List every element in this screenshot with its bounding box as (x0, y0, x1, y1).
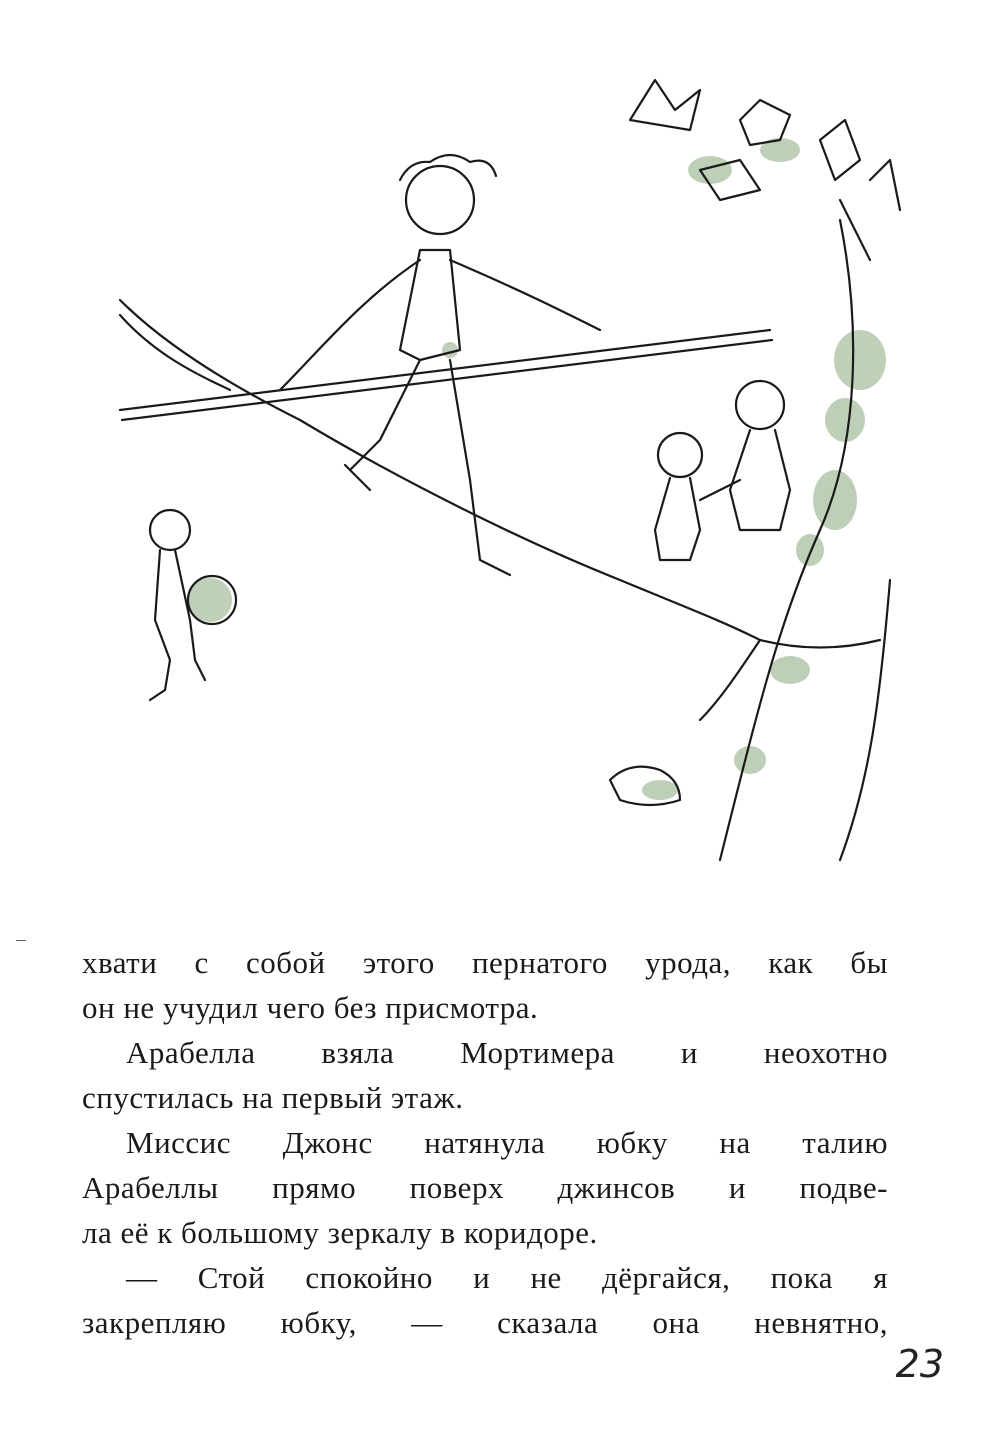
balancing-pole (120, 330, 770, 410)
text-line: — Стой спокойно и не дёргайся, пока я (126, 1260, 888, 1295)
text-line: хвати с собой этого пернатого урода, как бы (82, 945, 888, 980)
foliage-wash (188, 138, 886, 800)
tightrope (120, 300, 880, 648)
paragraph (82, 940, 888, 1030)
paragraph (82, 1120, 888, 1255)
margin-mark (16, 940, 26, 941)
tightrope-illustration (100, 60, 920, 880)
walker-figure (280, 155, 600, 575)
paragraph (82, 1255, 888, 1345)
text-line: он не учудил чего без присмотра. (82, 990, 539, 1025)
text-line: Арабеллы прямо поверх джинсов и подве- (82, 1170, 888, 1205)
paragraph (82, 1030, 888, 1120)
onlookers (655, 381, 790, 560)
text-line: ла её к большому зеркалу в коридоре. (82, 1215, 598, 1250)
text-line: Миссис Джонс натянула юбку на талию (126, 1125, 888, 1160)
text-line: закрепляю юбку, — сказала она невнятно, (82, 1305, 888, 1340)
page-number: 23 (895, 1342, 944, 1386)
body-text (82, 940, 888, 1345)
text-line: Арабелла взяла Мортимера и неохотно (126, 1035, 888, 1070)
text-line: спустилась на первый этаж. (82, 1080, 464, 1115)
